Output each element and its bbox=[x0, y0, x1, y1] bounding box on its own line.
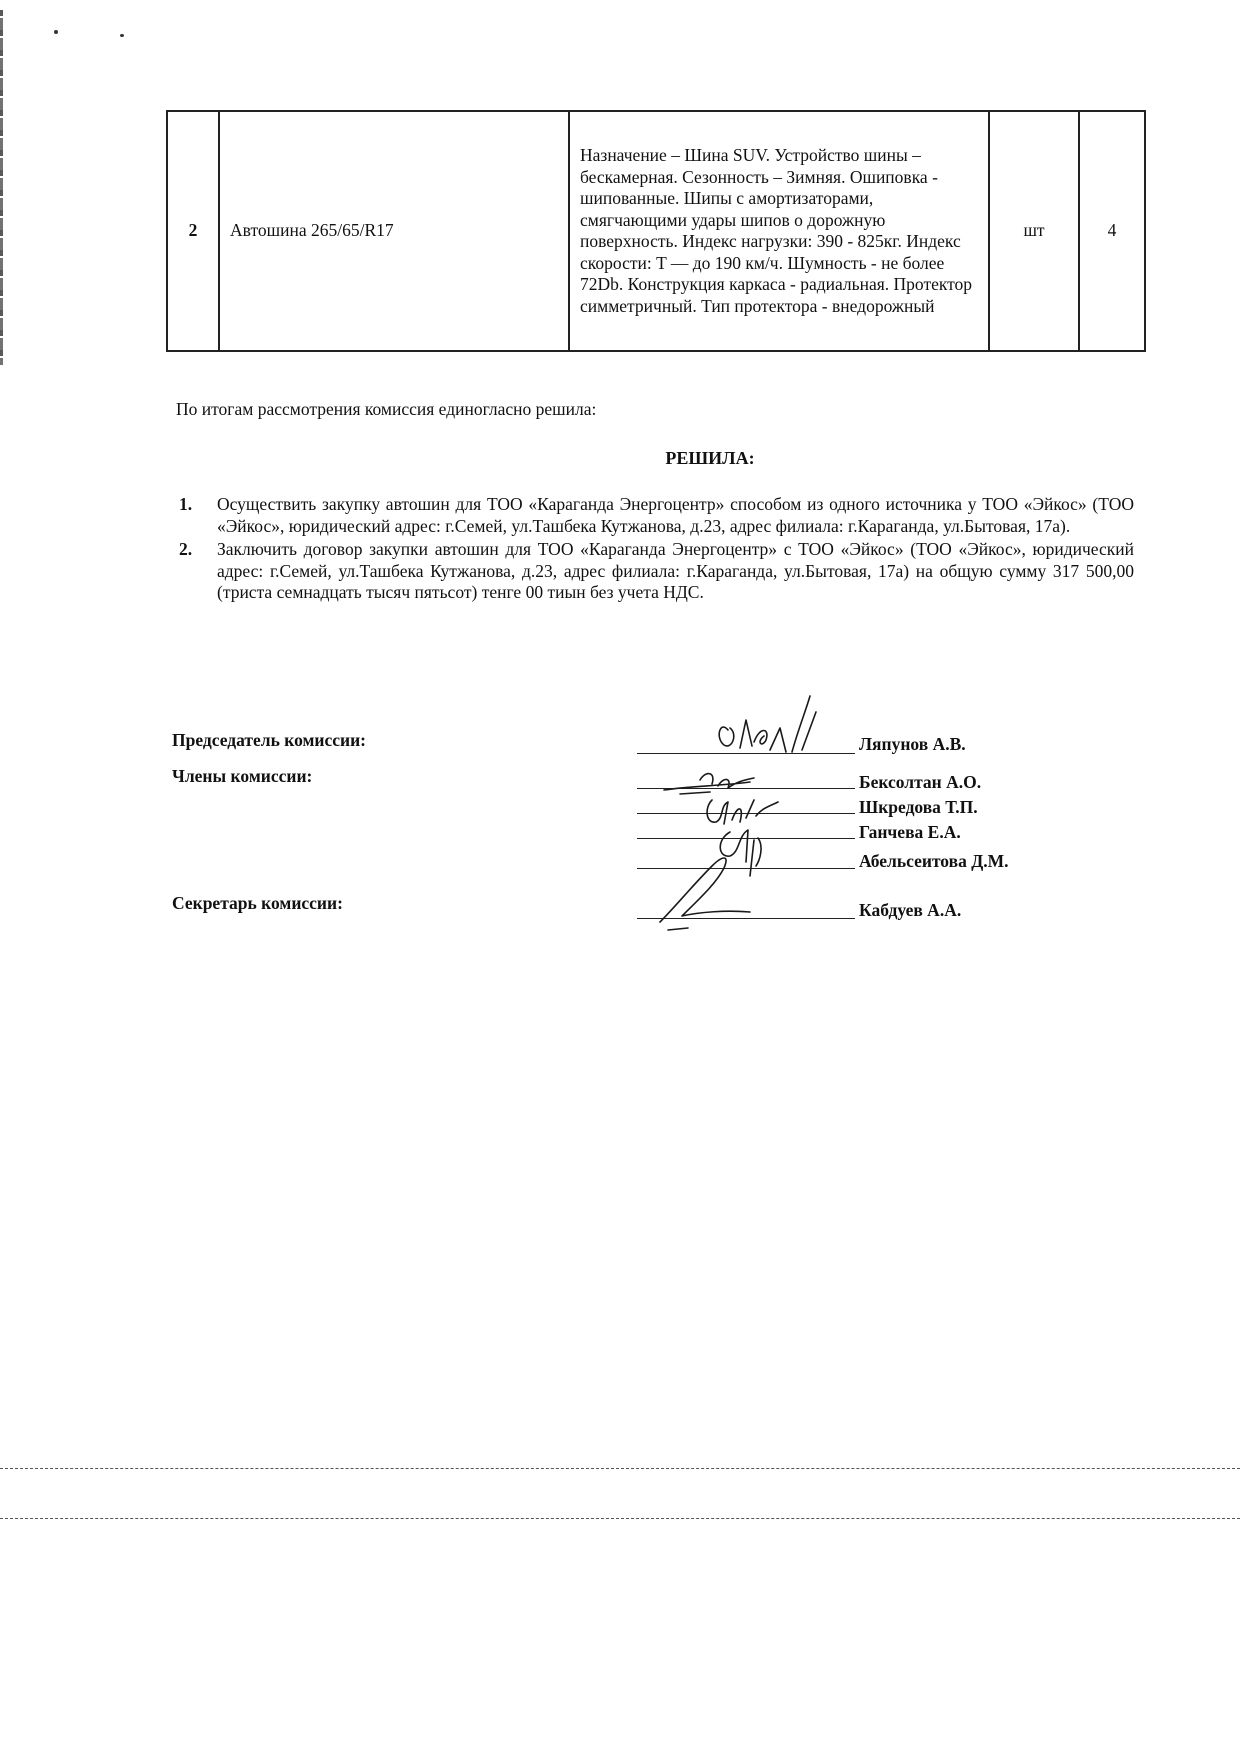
table-row bbox=[167, 111, 1145, 351]
member-name: Бексолтан А.О. bbox=[859, 772, 982, 792]
scan-speck bbox=[54, 30, 58, 34]
specification-table bbox=[166, 110, 1146, 352]
member-name: Шкредова Т.П. bbox=[859, 797, 978, 817]
handwritten-signatures bbox=[620, 690, 880, 950]
list-item bbox=[176, 494, 1134, 537]
item-description: Назначение – Шина SUV. Устройство шины – бескамерная. Сезонность – Зимняя. Ошиповка - шипованные. Шипы с амортизаторами, смягчающими удары шипов о дорожную поверхность. Индекс нагрузки: 390 - 825кг. Индекс скорости: T — до 190 км/ч. Шумность - не более 72Db. Конструкция каркаса - радиальная. Протектор симметричный. Тип протектора - внедорожный bbox=[569, 111, 989, 351]
decision-text: Осуществить закупку автошин для ТОО «Караганда Энергоцентр» способом из одного источника у ТОО «Эйкос» (ТОО «Эйкос», юридический адрес: г.Семей, ул.Ташбека Кутжанова, д.23, адрес филиала: г.Караганда, ул.Бытовая, 17а). bbox=[217, 494, 1134, 536]
decision-number: 2. bbox=[179, 539, 193, 559]
scan-edge-artifact bbox=[0, 10, 3, 365]
scan-dash-line bbox=[0, 1518, 1240, 1519]
member-signature bbox=[707, 800, 778, 824]
member-signature bbox=[664, 774, 754, 794]
scan-dash-line bbox=[0, 1468, 1240, 1469]
item-name: Автошина 265/65/R17 bbox=[219, 111, 569, 351]
decision-heading: РЕШИЛА: bbox=[665, 448, 755, 468]
secretary-name: Кабдуев А.А. bbox=[859, 900, 962, 920]
chairman-signature bbox=[719, 696, 816, 752]
chairman-label: Председатель комиссии: bbox=[172, 730, 367, 750]
member-signature bbox=[720, 830, 761, 876]
scan-speck bbox=[120, 34, 124, 37]
list-item bbox=[176, 539, 1134, 604]
chairman-name: Ляпунов А.В. bbox=[859, 734, 966, 754]
member-name: Ганчева Е.А. bbox=[859, 822, 961, 842]
secretary-label: Секретарь комиссии: bbox=[172, 893, 343, 913]
decision-list bbox=[176, 494, 1134, 606]
row-number: 2 bbox=[167, 111, 219, 351]
members-label: Члены комиссии: bbox=[172, 766, 313, 786]
item-quantity: 4 bbox=[1079, 111, 1145, 351]
decision-number: 1. bbox=[179, 494, 193, 514]
intro-text: По итогам рассмотрения комиссия единогласно решила: bbox=[176, 399, 597, 419]
item-unit: шт bbox=[989, 111, 1079, 351]
secretary-signature bbox=[660, 858, 750, 930]
member-name: Абельсеитова Д.М. bbox=[859, 851, 1009, 871]
decision-text: Заключить договор закупки автошин для ТОО «Караганда Энергоцентр» с ТОО «Эйкос» (ТОО «Эйкос», юридический адрес: г.Семей, ул.Ташбека Кутжанова, д.23, адрес филиала: г.Караганда, ул.Бытовая, 17а) на общую сумму 317 500,00 (триста семнадцать тысяч пятьсот) тенге 00 тиын без учета НДС. bbox=[217, 539, 1134, 602]
